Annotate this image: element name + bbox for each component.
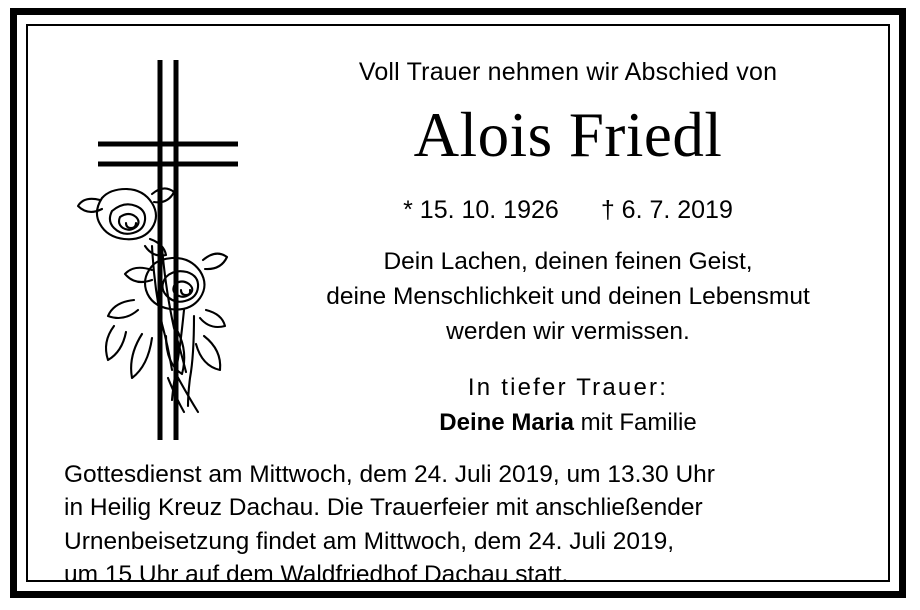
death-date: † 6. 7. 2019 bbox=[600, 196, 733, 224]
mourner-primary: Deine Maria bbox=[439, 409, 575, 436]
mourning-label: In tiefer Trauer: bbox=[467, 374, 669, 401]
memorial-verse bbox=[218, 244, 918, 349]
service-details bbox=[64, 458, 884, 591]
obituary-inner-border bbox=[26, 24, 890, 588]
service-line: Gottesdienst am Mittwoch, dem 24. Juli 2019, um 13.30 Uhr bbox=[64, 461, 715, 488]
mourners-line bbox=[228, 409, 908, 437]
verse-line: werden wir vermissen. bbox=[446, 318, 690, 346]
obituary-content bbox=[28, 26, 888, 588]
verse-line: Dein Lachen, deinen feinen Geist, bbox=[383, 248, 753, 275]
obituary-outer-border bbox=[10, 8, 906, 598]
mourner-rest: mit Familie bbox=[574, 409, 697, 436]
service-line: um 15 Uhr auf dem Waldfriedhof Dachau statt. bbox=[64, 560, 569, 588]
deceased-name: Alois Friedl bbox=[413, 100, 723, 170]
service-line: Urnenbeisetzung findet am Mittwoch, dem 24. Juli 2019, bbox=[64, 527, 675, 555]
birth-date: * 15. 10. 1926 bbox=[403, 196, 559, 224]
service-line: in Heilig Kreuz Dachau. Die Trauerfeier mit anschließender bbox=[64, 494, 703, 522]
notice-headline: Voll Trauer nehmen wir Abschied von bbox=[358, 58, 778, 86]
life-dates bbox=[228, 196, 908, 225]
verse-line: deine Menschlichkeit und deinen Lebensmut bbox=[326, 283, 810, 311]
